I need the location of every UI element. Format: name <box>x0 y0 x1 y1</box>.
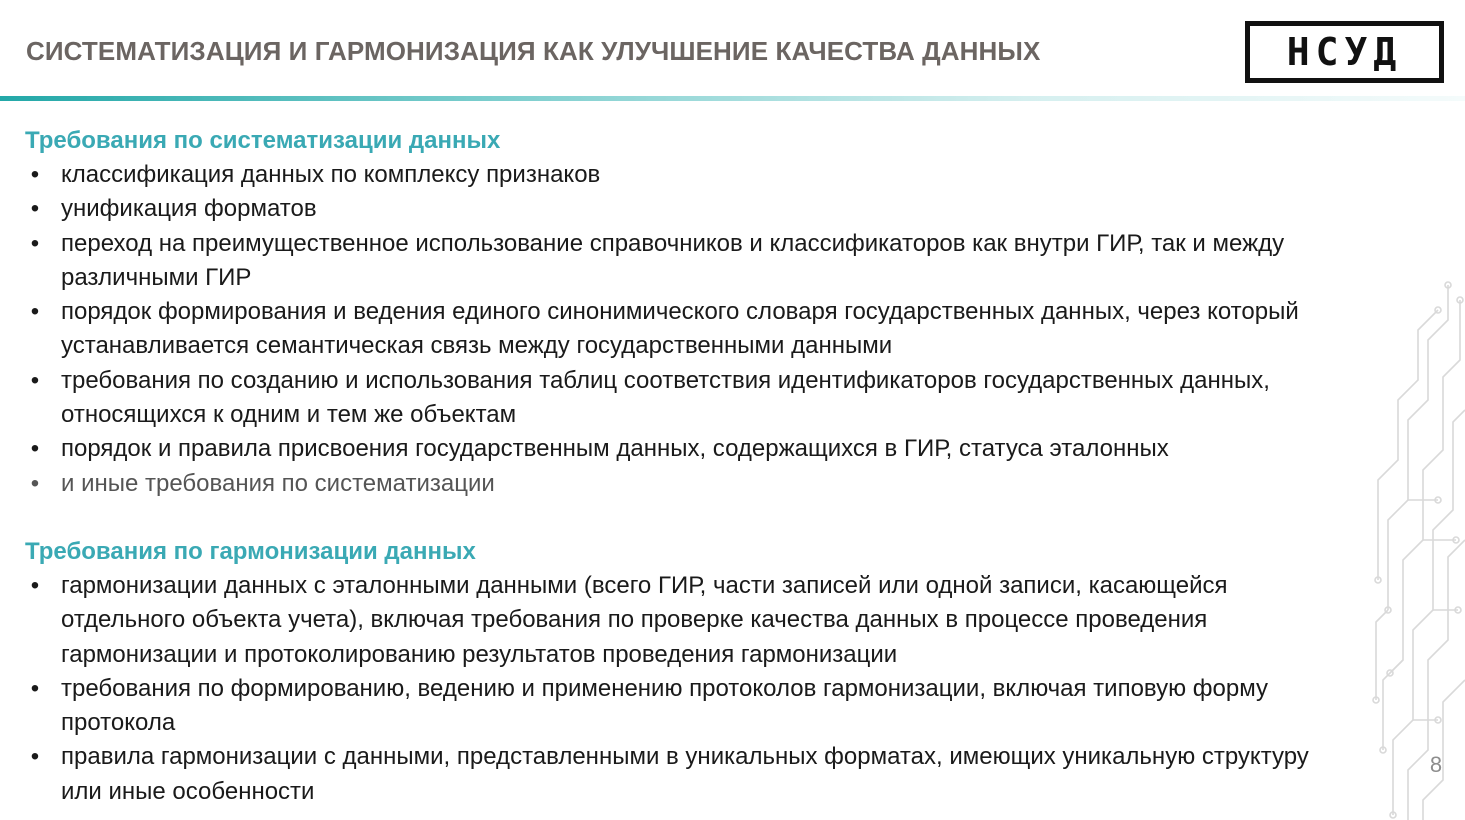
title-divider <box>0 96 1465 101</box>
list-item: • и иные требования по систематизации <box>25 467 1335 501</box>
bullet-icon: • <box>30 743 40 771</box>
systematization-list <box>25 158 1335 501</box>
bullet-icon: • <box>30 571 40 599</box>
slide-title: СИСТЕМАТИЗАЦИЯ И ГАРМОНИЗАЦИЯ КАК УЛУЧШЕНИЕ КАЧЕСТВА ДАННЫХ <box>26 36 1041 66</box>
list-item: • порядок формирования и ведения единого синонимического словаря государственных данных, через который устанавливается семантическая связь между государственными данными <box>25 295 1335 364</box>
list-item: • унификация форматов <box>25 192 1335 226</box>
list-item: • переход на преимущественное использование справочников и классификаторов как внутри ГИР, так и между различными ГИР <box>25 227 1335 296</box>
systematization-heading: Требования по систематизации данных <box>25 127 501 154</box>
bullet-icon: • <box>30 366 40 394</box>
section-spacer <box>25 501 1335 535</box>
bullet-icon: • <box>30 229 40 257</box>
list-item: • порядок и правила присвоения государственным данных, содержащихся в ГИР, статуса эталонных <box>25 432 1335 466</box>
bullet-icon: • <box>30 161 40 188</box>
logo-text: НСУД <box>1286 30 1403 74</box>
bullet-icon: • <box>30 674 40 702</box>
bullet-icon: • <box>30 298 40 326</box>
circuit-decoration <box>1368 280 1465 820</box>
bullet-icon: • <box>30 469 40 497</box>
slide-content <box>25 124 1335 809</box>
list-item: • правила гармонизации с данными, представленными в уникальных форматах, имеющих уникальную структуру или иные особенности <box>25 740 1335 809</box>
harmonization-list <box>25 569 1335 809</box>
nsud-logo <box>1245 21 1444 83</box>
bullet-icon: • <box>30 195 40 223</box>
list-item: • классификация данных по комплексу признаков <box>25 158 1335 192</box>
list-item: • гармонизации данных с эталонными данными (всего ГИР, части записей или одной записи, касающейся отдельного объекта учета), включая требования по проверке качества данных в процессе проведения гармонизации и протоколированию результатов проведения гармонизации <box>25 569 1335 672</box>
list-item: • требования по созданию и использования таблиц соответствия идентификаторов государственных данных, относящихся к одним и тем же объектам <box>25 364 1335 433</box>
harmonization-heading: Требования по гармонизации данных <box>25 537 476 565</box>
page-number: 8 <box>1429 752 1443 777</box>
bullet-icon: • <box>30 435 40 463</box>
list-item: • требования по формированию, ведению и применению протоколов гармонизации, включая типовую форму протокола <box>25 672 1335 741</box>
